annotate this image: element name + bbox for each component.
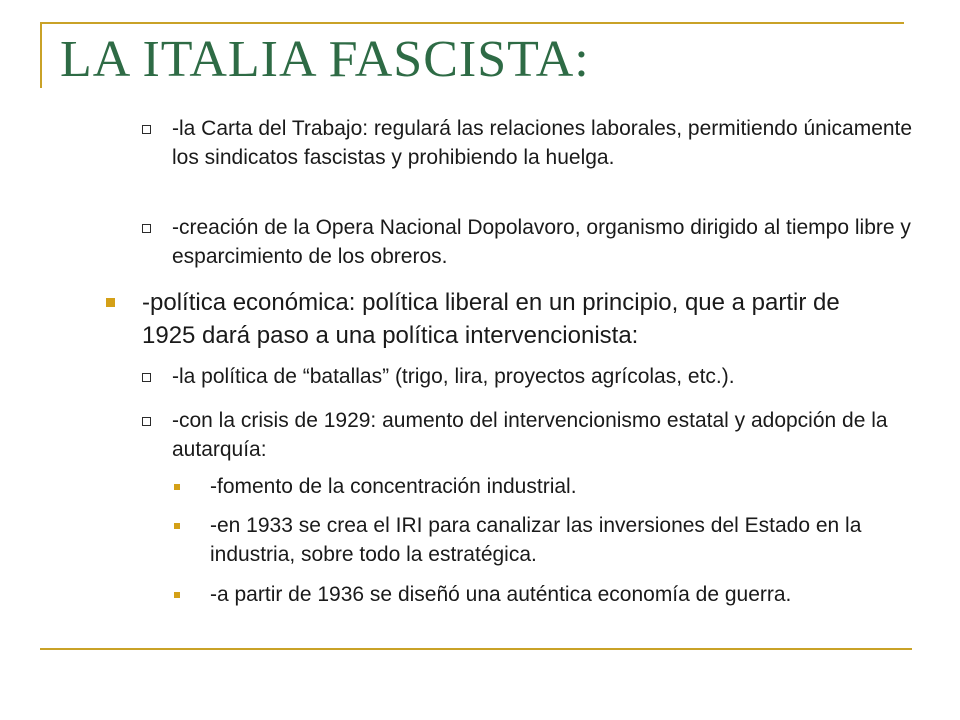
- list-item: [172, 362, 922, 391]
- slide-title: LA ITALIA FASCISTA:: [60, 31, 590, 88]
- list-item-text: -en 1933 se crea el IRI para canalizar las inversiones del Estado en la industria, sobre todo la estratégica.: [210, 514, 862, 566]
- square-bullet-icon: [106, 298, 115, 307]
- list-item: [210, 472, 890, 501]
- list-item: [210, 580, 870, 609]
- hollow-square-bullet-icon: [142, 125, 151, 134]
- list-item: [210, 511, 890, 569]
- list-item-text: -con la crisis de 1929: aumento del intervencionismo estatal y adopción de la autarquía:: [172, 409, 888, 461]
- list-item-text: -la política de “batallas” (trigo, lira, proyectos agrícolas, etc.).: [172, 365, 735, 388]
- list-item-text: -la Carta del Trabajo: regulará las relaciones laborales, permitiendo únicamente los sindicatos fascistas y prohibiendo la huelga.: [172, 117, 913, 169]
- bottom-rule: [40, 648, 912, 650]
- list-item-text: -política económica: política liberal en un principio, que a partir de 1925 dará paso a una política intervencionista:: [142, 289, 840, 349]
- top-rule: [40, 22, 904, 24]
- small-square-bullet-icon: [174, 523, 180, 529]
- small-square-bullet-icon: [174, 592, 180, 598]
- left-rule: [40, 22, 42, 88]
- small-square-bullet-icon: [174, 484, 180, 490]
- list-item-text: -a partir de 1936 se diseñó una auténtica economía de guerra.: [210, 583, 792, 606]
- list-item: [142, 286, 872, 352]
- hollow-square-bullet-icon: [142, 224, 151, 233]
- hollow-square-bullet-icon: [142, 417, 151, 426]
- list-item: [172, 406, 922, 464]
- list-item: [172, 213, 922, 271]
- list-item-text: -creación de la Opera Nacional Dopolavoro, organismo dirigido al tiempo libre y esparcimiento de los obreros.: [172, 216, 911, 268]
- list-item: [172, 114, 922, 172]
- hollow-square-bullet-icon: [142, 373, 151, 382]
- list-item-text: -fomento de la concentración industrial.: [210, 475, 577, 498]
